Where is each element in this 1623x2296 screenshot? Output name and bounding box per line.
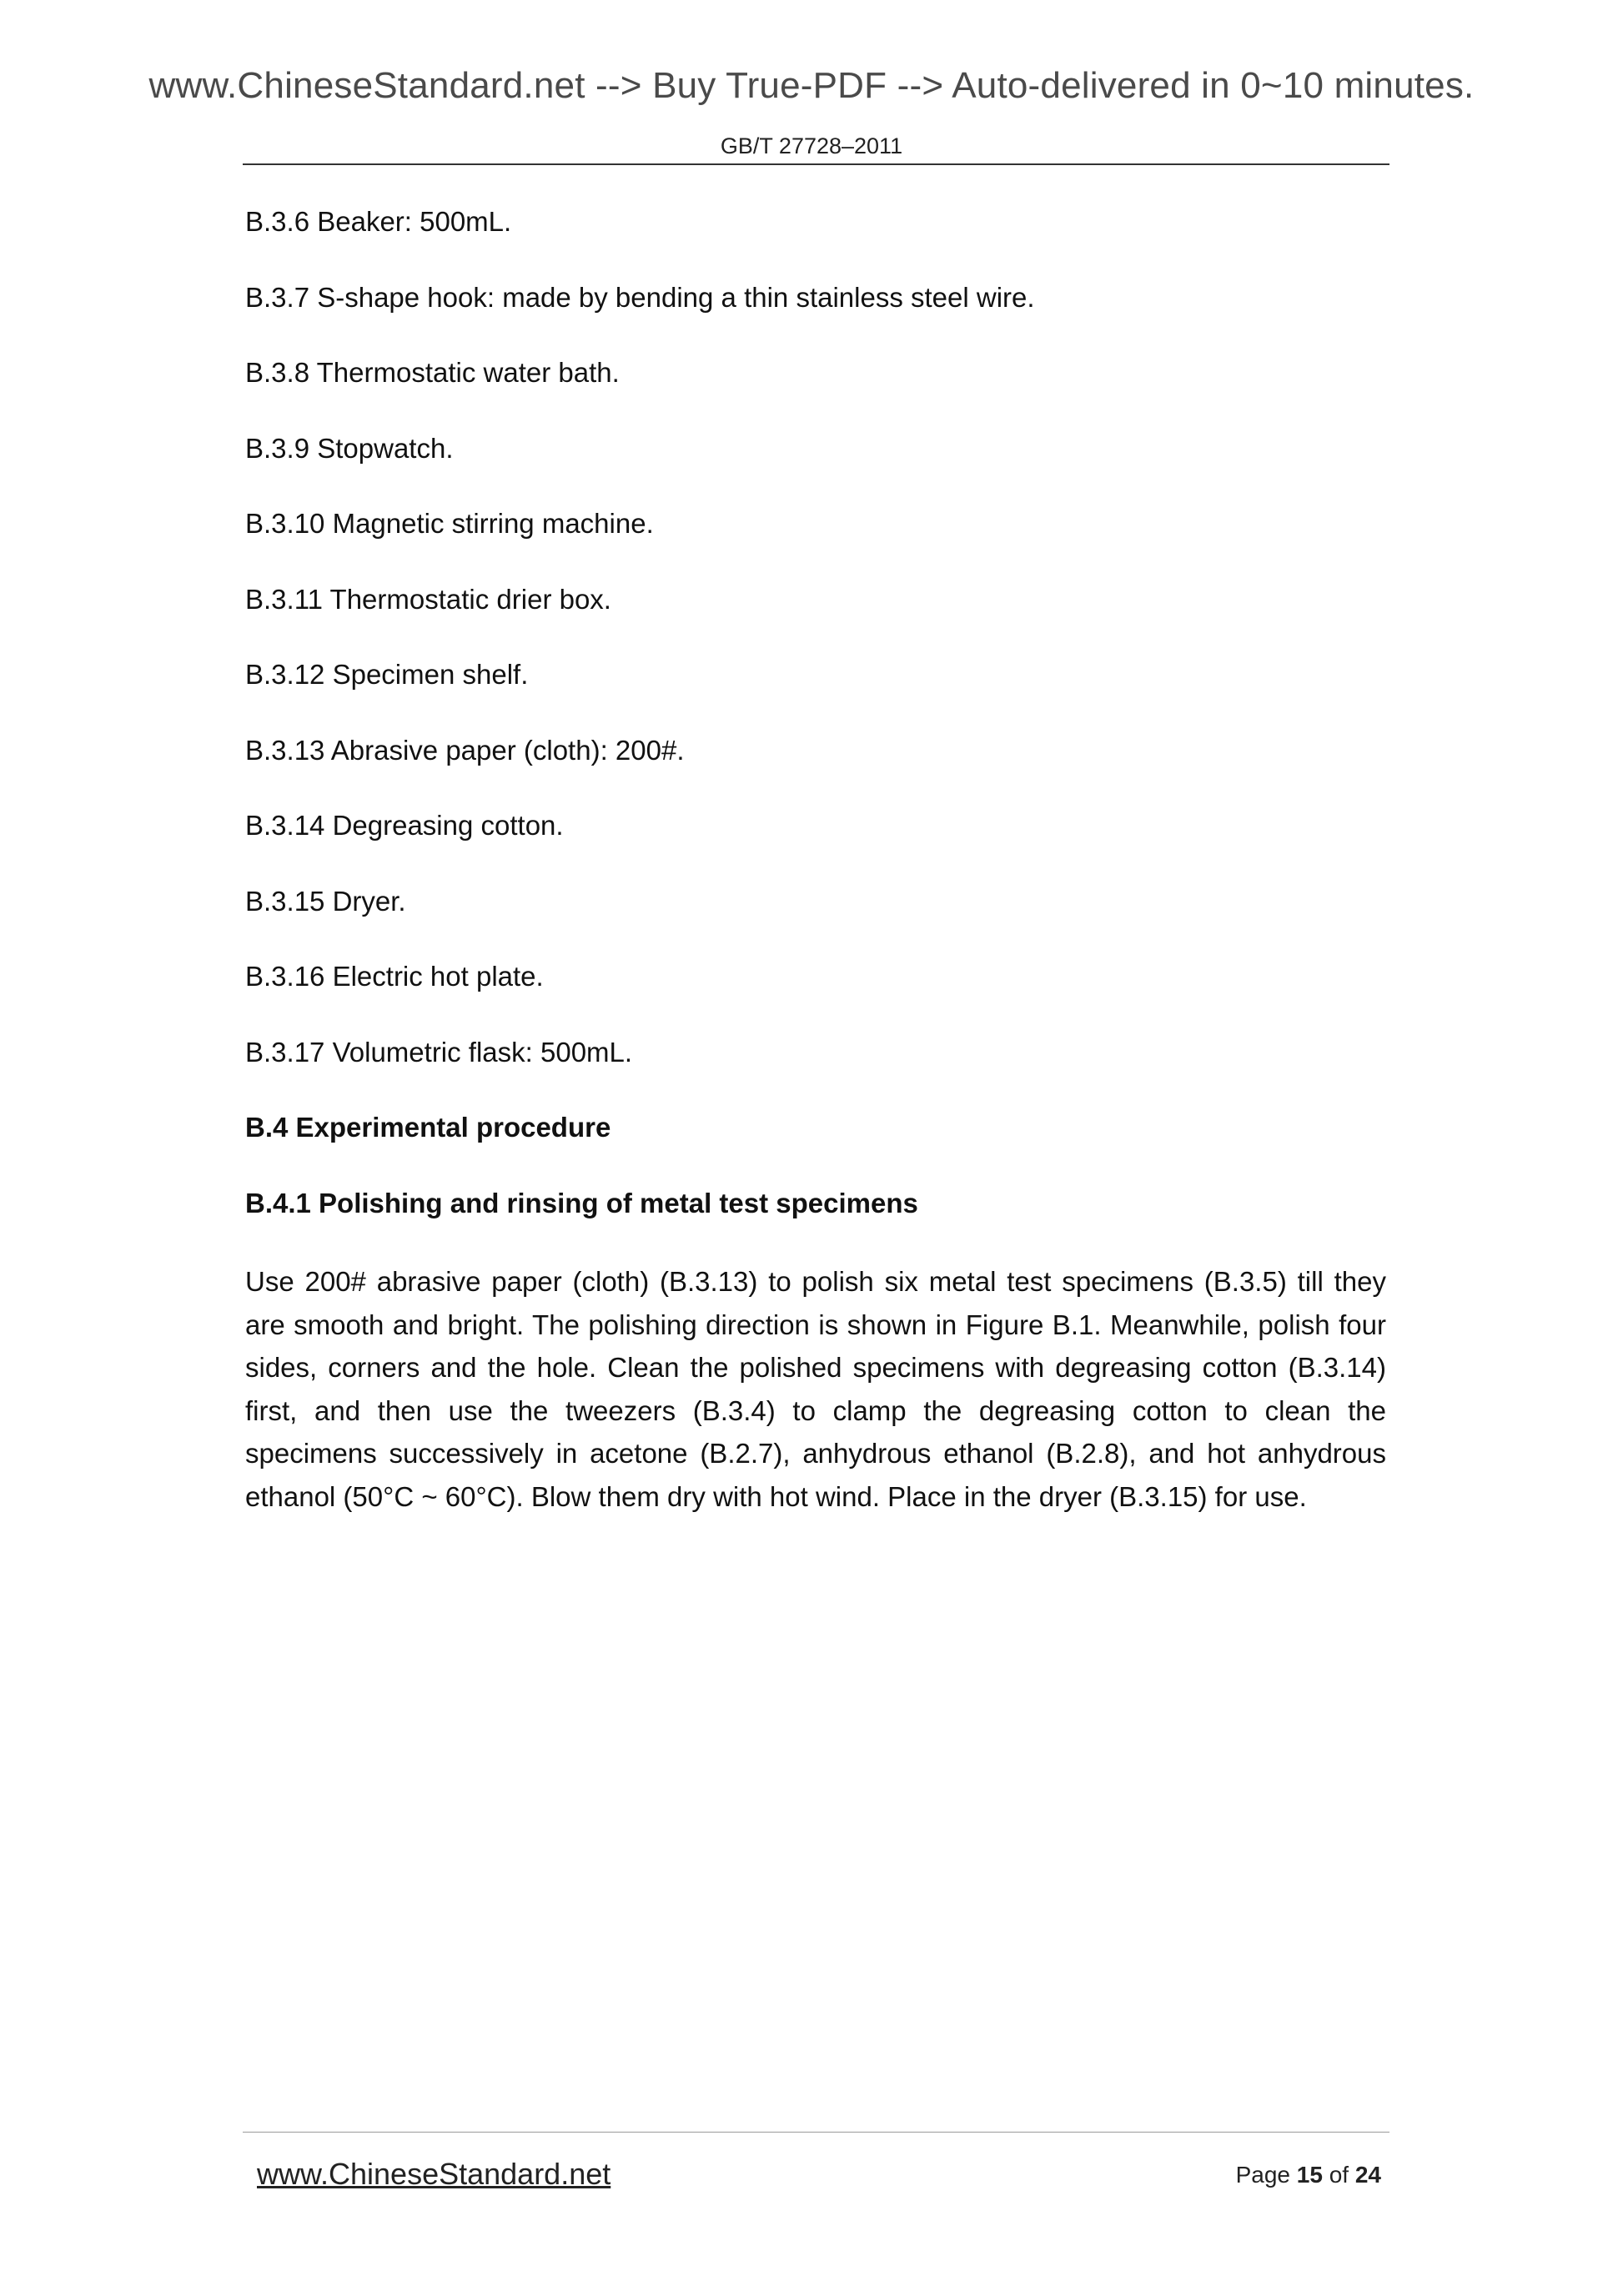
list-item: B.3.9 Stopwatch. — [245, 432, 454, 464]
list-item: B.3.11 Thermostatic drier box. — [245, 583, 611, 615]
list-item: B.3.13 Abrasive paper (cloth): 200#. — [245, 734, 685, 766]
page-total: 24 — [1354, 2162, 1381, 2188]
body-paragraph: Use 200# abrasive paper (cloth) (B.3.13) to polish six metal test specimens (B.3.5) till they are smooth and bright. The polishing direction is shown in Figure B.1. Meanwhile, polish four sides, corners and the hole. Clean the polished specimens with degreasing cotton (B.3.14) first, and then use the tweezers (B.3.4) to clamp the degreasing cotton to clean the specimens successively in acetone (B.2.7), anhydrous ethanol (B.2.8), and hot anhydrous ethanol (50°C ~ 60°C). Blow them dry with hot wind. Place in the dryer (B.3.15) for use. — [245, 1266, 1386, 1512]
list-item: B.3.17 Volumetric flask: 500mL. — [245, 1036, 633, 1068]
list-item: B.3.7 S-shape hook: made by bending a thin stainless steel wire. — [245, 281, 1035, 313]
list-item: B.3.10 Magnetic stirring machine. — [245, 508, 654, 539]
page-of: of — [1322, 2162, 1355, 2188]
subsection-heading: B.4.1 Polishing and rinsing of metal test specimens — [245, 1187, 918, 1218]
list-item: B.3.6 Beaker: 500mL. — [245, 206, 512, 237]
section-heading: B.4 Experimental procedure — [245, 1112, 611, 1143]
page-number — [1236, 2162, 1381, 2188]
page-prefix: Page — [1235, 2162, 1297, 2188]
header-divider — [243, 163, 1389, 165]
list-item: B.3.14 Degreasing cotton. — [245, 810, 564, 841]
page-current: 15 — [1296, 2162, 1323, 2188]
footer-site-link[interactable]: www.ChineseStandard.net — [257, 2157, 611, 2191]
list-item: B.3.8 Thermostatic water bath. — [245, 357, 620, 388]
footer-divider — [243, 2132, 1389, 2133]
list-item: B.3.15 Dryer. — [245, 885, 406, 917]
standard-code: GB/T 27728–2011 — [720, 133, 903, 158]
top-banner: www.ChineseStandard.net --> Buy True-PDF --> Auto-delivered in 0~10 minutes. — [148, 65, 1475, 106]
list-item: B.3.16 Electric hot plate. — [245, 961, 544, 992]
list-item: B.3.12 Specimen shelf. — [245, 659, 529, 690]
page-content — [245, 203, 1386, 1518]
